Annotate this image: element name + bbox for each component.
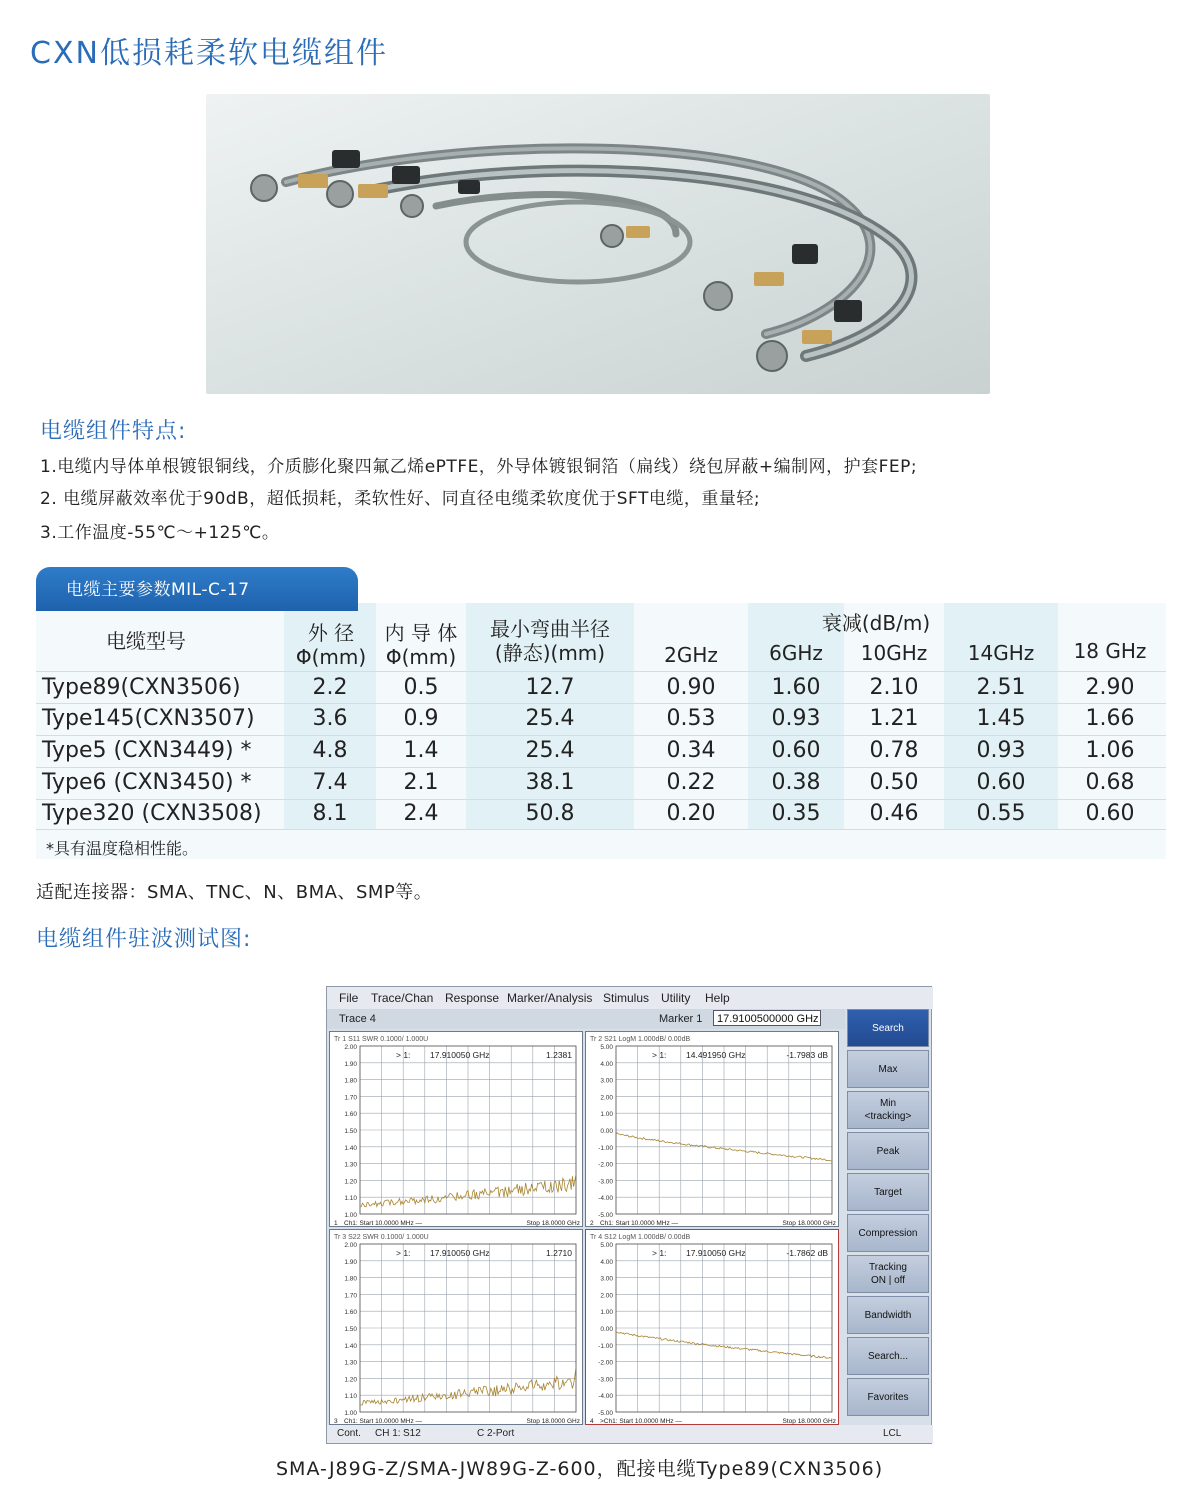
table-cell: 0.50 <box>869 770 919 795</box>
softkey-max[interactable]: Max <box>847 1050 929 1088</box>
cable-model-cell: Type6 (CXN3450) * <box>42 770 252 795</box>
table-cell: 2.51 <box>976 675 1026 700</box>
status-bar <box>327 1425 933 1443</box>
menu-help[interactable]: Help <box>705 991 730 1005</box>
table-cell: 0.46 <box>869 801 919 826</box>
marker-number: > 1: <box>396 1248 411 1258</box>
y-tick-label: 4.00 <box>600 1060 613 1068</box>
marker-value: 1.2710 <box>546 1248 572 1258</box>
y-tick-label: -1.00 <box>598 1342 613 1350</box>
table-cell: 7.4 <box>312 770 348 795</box>
menu-marker-analysis[interactable]: Marker/Analysis <box>507 991 593 1005</box>
y-tick-label: -3.00 <box>598 1178 613 1186</box>
y-tick-label: 1.50 <box>344 1326 357 1333</box>
status-lcl: LCL <box>883 1428 902 1439</box>
table-cell: 1.4 <box>403 738 439 763</box>
y-tick-label: 1.20 <box>344 1178 357 1186</box>
status-port: C 2-Port <box>477 1428 515 1439</box>
table-cell: 0.93 <box>976 738 1026 763</box>
y-tick-label: 1.00 <box>344 1410 357 1417</box>
table-cell: 0.60 <box>1085 801 1135 826</box>
header-freq: 6GHz <box>769 641 823 665</box>
marker-frequency: 17.910050 GHz <box>686 1248 746 1258</box>
table-cell: 0.20 <box>666 801 716 826</box>
header-freq: 2GHz <box>664 643 718 667</box>
header-freq: 10GHz <box>860 641 928 665</box>
table-cell: 38.1 <box>525 770 575 795</box>
table-cell: 0.9 <box>403 706 439 731</box>
panel-number: 1 <box>334 1220 338 1227</box>
table-note: *具有温度稳相性能。 <box>46 839 199 858</box>
chart-panel-s11 <box>329 1031 583 1227</box>
y-tick-label: 5.00 <box>600 1044 613 1051</box>
cable-assembly-photo <box>206 94 990 394</box>
y-tick-label: 1.90 <box>344 1258 357 1266</box>
softkey-peak[interactable]: Peak <box>847 1132 929 1170</box>
y-tick-label: 1.00 <box>344 1212 357 1219</box>
header-od: 外 径 Φ(mm) <box>295 621 367 669</box>
x-stop-label: Stop 18.0000 GHz <box>782 1418 836 1425</box>
header-attenuation: 衰减(dB/m) <box>821 611 931 635</box>
y-tick-label: 2.00 <box>344 1044 357 1051</box>
y-tick-label: 2.00 <box>600 1292 613 1300</box>
y-tick-label: 1.50 <box>344 1128 357 1135</box>
cable-model-cell: Type145(CXN3507) <box>42 706 255 731</box>
x-stop-label: Stop 18.0000 GHz <box>782 1220 836 1227</box>
table-cell: 2.1 <box>403 770 439 795</box>
table-cell: 0.55 <box>976 801 1026 826</box>
y-tick-label: -4.00 <box>598 1195 613 1203</box>
marker-frequency: 17.910050 GHz <box>430 1050 490 1060</box>
y-tick-label: 0.00 <box>600 1326 613 1333</box>
table-cell: 25.4 <box>525 738 575 763</box>
parameter-table <box>36 603 1166 859</box>
table-cell: 4.8 <box>312 738 348 763</box>
y-tick-label: 0.00 <box>600 1128 613 1135</box>
status-channel: CH 1: <box>375 1428 401 1439</box>
table-cell: 12.7 <box>525 675 575 700</box>
y-tick-label: 1.70 <box>344 1094 357 1102</box>
softkey-bandwidth[interactable]: Bandwidth <box>847 1296 929 1334</box>
table-cell: 1.21 <box>869 706 919 731</box>
y-tick-label: 1.10 <box>344 1195 357 1203</box>
chart-title: Tr 4 S12 LogM 1.000dB/ 0.00dB <box>590 1234 691 1241</box>
marker-frequency: 14.491950 GHz <box>686 1050 746 1060</box>
marker-number: > 1: <box>652 1050 667 1060</box>
y-tick-label: 1.00 <box>600 1309 613 1317</box>
softkey-compression[interactable]: Compression <box>847 1214 929 1252</box>
y-tick-label: -5.00 <box>598 1410 613 1417</box>
table-cell: 0.60 <box>771 738 821 763</box>
menu-utility[interactable]: Utility <box>661 991 691 1005</box>
status-cont: Cont. <box>337 1428 361 1439</box>
table-cell: 0.90 <box>666 675 716 700</box>
x-stop-label: Stop 18.0000 GHz <box>526 1220 580 1227</box>
table-cell: 8.1 <box>312 801 348 826</box>
softkey-min-tracking[interactable]: Min <tracking> <box>847 1091 929 1129</box>
header-freq: 14GHz <box>967 641 1035 665</box>
y-tick-label: 1.00 <box>600 1111 613 1119</box>
y-tick-label: -2.00 <box>598 1161 613 1169</box>
y-tick-label: -5.00 <box>598 1212 613 1219</box>
page-title: CXN低损耗柔软电缆组件 <box>30 36 388 71</box>
y-tick-label: 1.80 <box>344 1275 357 1283</box>
table-cell: 0.53 <box>666 706 716 731</box>
chart-title: Tr 2 S21 LogM 1.000dB/ 0.00dB <box>590 1036 691 1043</box>
menu-response[interactable]: Response <box>445 991 500 1005</box>
table-cell: 0.35 <box>771 801 821 826</box>
table-cell: 0.5 <box>403 675 439 700</box>
table-cell: 0.68 <box>1085 770 1135 795</box>
y-tick-label: -4.00 <box>598 1393 613 1401</box>
table-cell: 1.45 <box>976 706 1026 731</box>
y-tick-label: 1.60 <box>344 1309 357 1317</box>
y-tick-label: 1.60 <box>344 1111 357 1119</box>
table-cell: 2.90 <box>1085 675 1135 700</box>
x-start-label: Ch1: Start 10.0000 MHz — <box>344 1418 423 1425</box>
table-cell: 0.78 <box>869 738 919 763</box>
table-cell: 2.10 <box>869 675 919 700</box>
marker-value: -1.7862 dB <box>786 1248 828 1258</box>
marker-label: Marker 1 <box>659 1013 703 1025</box>
softkey-tracking[interactable]: Tracking ON | off <box>847 1255 929 1293</box>
compatible-connectors: 适配连接器：SMA、TNC、N、BMA、SMP等。 <box>36 882 433 903</box>
feature-item: 2. 电缆屏蔽效率优于90dB，超低损耗，柔软性好、同直径电缆柔软度优于SFT电缆，重量轻; <box>40 489 761 509</box>
y-tick-label: 1.40 <box>344 1342 357 1350</box>
panel-number: 3 <box>334 1418 338 1425</box>
y-tick-label: 3.00 <box>600 1275 613 1283</box>
y-tick-label: 3.00 <box>600 1077 613 1085</box>
header-inner-conductor: 内 导 体 Φ(mm) <box>384 621 458 669</box>
y-tick-label: 1.80 <box>344 1077 357 1085</box>
softkey-panel <box>845 1009 931 1421</box>
status-param: S12 <box>403 1428 421 1439</box>
chart-panel-s22 <box>329 1229 583 1425</box>
figure-caption: SMA-J89G-Z/SMA-JW89G-Z-600，配接电缆Type89(CXN3506) <box>276 1458 884 1480</box>
table-cell: 0.22 <box>666 770 716 795</box>
y-tick-label: 1.40 <box>344 1144 357 1152</box>
table-cell: 25.4 <box>525 706 575 731</box>
network-analyzer-screenshot <box>326 986 932 1444</box>
y-tick-label: 1.30 <box>344 1359 357 1367</box>
y-tick-label: -3.00 <box>598 1376 613 1384</box>
y-tick-label: 1.70 <box>344 1292 357 1300</box>
cable-model-cell: Type89(CXN3506) <box>42 675 241 700</box>
cable-model-cell: Type5 (CXN3449) * <box>42 738 252 763</box>
menu-bar <box>327 987 933 1009</box>
panel-number: 4 <box>590 1418 594 1425</box>
feature-item: 1.电缆内导体单根镀银铜线，介质膨化聚四氟乙烯ePTFE，外导体镀银铜箔（扁线）绕包屏蔽+编制网，护套FEP; <box>40 457 918 477</box>
softkey-favorites[interactable]: Favorites <box>847 1378 929 1416</box>
chart-title: Tr 1 S11 SWR 0.1000/ 1.000U <box>334 1036 429 1043</box>
softkey-search[interactable]: Search <box>847 1009 929 1047</box>
trace-label: Trace 4 <box>339 1013 376 1025</box>
marker-value: 1.2381 <box>546 1050 572 1060</box>
y-tick-label: 2.00 <box>344 1242 357 1249</box>
table-cell: 0.34 <box>666 738 716 763</box>
table-cell: 3.6 <box>312 706 348 731</box>
table-cell: 0.93 <box>771 706 821 731</box>
y-tick-label: -1.00 <box>598 1144 613 1152</box>
marker-frequency-input[interactable]: 17.9100500000 GHz <box>713 1010 821 1026</box>
y-tick-label: 5.00 <box>600 1242 613 1249</box>
cable-assemblies-illustration <box>206 94 990 394</box>
header-bend-radius: 最小弯曲半径 (静态)(mm) <box>490 617 610 665</box>
feature-item: 3.工作温度-55℃～+125℃。 <box>40 523 280 543</box>
x-start-label: >Ch1: Start 10.0000 MHz — <box>600 1418 682 1425</box>
vswr-heading: 电缆组件驻波测试图: <box>36 927 252 952</box>
chart-panel-s21 <box>585 1031 839 1227</box>
table-tab-label: 电缆主要参数MIL-C-17 <box>36 567 358 611</box>
header-freq: 18 GHz <box>1073 639 1147 663</box>
table-cell: 1.66 <box>1085 706 1135 731</box>
softkey-search-more[interactable]: Search... <box>847 1337 929 1375</box>
menu-stimulus[interactable]: Stimulus <box>603 991 650 1005</box>
table-cell: 0.60 <box>976 770 1026 795</box>
x-start-label: Ch1: Start 10.0000 MHz — <box>344 1220 423 1227</box>
chart-title: Tr 3 S22 SWR 0.1000/ 1.000U <box>334 1234 429 1241</box>
menu-trace-chan[interactable]: Trace/Chan <box>371 991 434 1005</box>
menu-file[interactable]: File <box>339 991 359 1005</box>
panel-number: 2 <box>590 1220 594 1227</box>
x-start-label: Ch1: Start 10.0000 MHz — <box>600 1220 679 1227</box>
features-heading: 电缆组件特点: <box>40 419 187 444</box>
y-tick-label: 1.30 <box>344 1161 357 1169</box>
y-tick-label: 1.20 <box>344 1376 357 1384</box>
y-tick-label: 1.90 <box>344 1060 357 1068</box>
x-stop-label: Stop 18.0000 GHz <box>526 1418 580 1425</box>
table-cell: 0.38 <box>771 770 821 795</box>
marker-frequency: 17.910050 GHz <box>430 1248 490 1258</box>
chart-panel-s12 <box>585 1229 839 1425</box>
table-cell: 2.2 <box>312 675 348 700</box>
marker-number: > 1: <box>652 1248 667 1258</box>
cable-model-cell: Type320 (CXN3508) <box>42 801 262 826</box>
table-cell: 1.06 <box>1085 738 1135 763</box>
trace-toolbar <box>327 1009 845 1029</box>
softkey-target[interactable]: Target <box>847 1173 929 1211</box>
marker-value: -1.7983 dB <box>786 1050 828 1060</box>
y-tick-label: 4.00 <box>600 1258 613 1266</box>
y-tick-label: 1.10 <box>344 1393 357 1401</box>
marker-number: > 1: <box>396 1050 411 1060</box>
y-tick-label: -2.00 <box>598 1359 613 1367</box>
table-cell: 2.4 <box>403 801 439 826</box>
table-cell: 1.60 <box>771 675 821 700</box>
table-cell: 50.8 <box>525 801 575 826</box>
y-tick-label: 2.00 <box>600 1094 613 1102</box>
header-model: 电缆型号 <box>106 629 186 653</box>
